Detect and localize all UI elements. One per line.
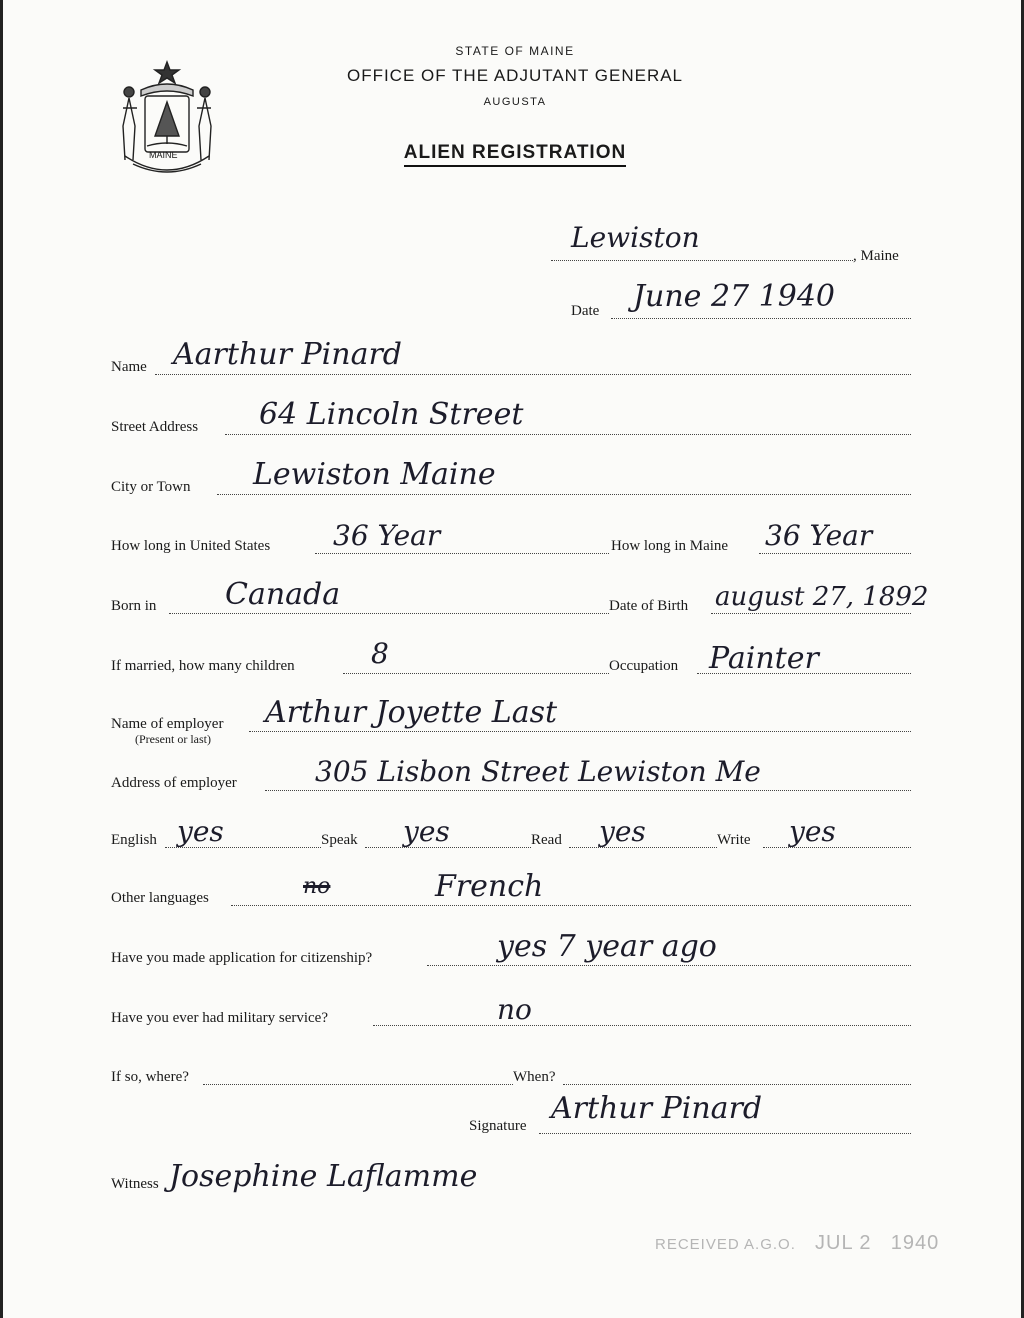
military-value: no (497, 993, 532, 1026)
occupation-label: Occupation (609, 658, 679, 674)
signature-value: Arthur Pinard (551, 1091, 763, 1126)
date-label: Date (571, 303, 600, 319)
employer-label: Name of employer (111, 716, 224, 732)
speak-label: Speak (321, 832, 358, 848)
citizenship-label: Have you made application for citizenship? (111, 950, 373, 966)
when-line (563, 1084, 911, 1085)
name-value: Aarthur Pinard (173, 337, 402, 372)
read-label: Read (531, 832, 562, 848)
witness-value: Josephine Laflamme (169, 1159, 478, 1194)
city-label: City or Town (111, 479, 191, 495)
employer-address-value: 305 Lisbon Street Lewiston Me (315, 755, 761, 788)
header-office: OFFICE OF THE ADJUTANT GENERAL (346, 66, 684, 85)
write-value: yes (789, 815, 836, 848)
born-in-value: Canada (225, 577, 341, 612)
received-stamp (655, 1232, 939, 1255)
header-state: STATE OF MAINE (455, 44, 575, 58)
citizenship-value: yes 7 year ago (497, 929, 717, 964)
header-city: AUGUSTA (483, 96, 547, 108)
form-title (3, 142, 1024, 164)
other-languages-label: Other languages (111, 890, 209, 906)
stamp-date: JUL 2 (815, 1232, 872, 1254)
date-value: June 27 1940 (633, 279, 836, 314)
town-value: Lewiston (571, 221, 700, 254)
employer-address-label: Address of employer (111, 775, 237, 791)
witness-label: Witness (111, 1176, 159, 1192)
how-long-us-value: 36 Year (333, 519, 441, 552)
children-line (343, 673, 609, 674)
write-label: Write (717, 832, 751, 848)
town-line (551, 260, 853, 261)
signature-label: Signature (469, 1118, 527, 1134)
military-line (373, 1025, 911, 1026)
children-label: If married, how many children (111, 658, 295, 674)
employer-sublabel: (Present or last) (135, 732, 211, 746)
stamp-year: 1940 (890, 1232, 940, 1254)
other-languages-struck-value: no (303, 874, 331, 899)
seal-label: MAINE (149, 150, 178, 160)
how-long-maine-line (759, 553, 911, 554)
street-line (225, 434, 911, 435)
state-label: , Maine (853, 248, 899, 264)
english-label: English (111, 832, 157, 848)
english-value: yes (177, 815, 224, 848)
employer-address-line (265, 790, 911, 791)
military-label: Have you ever had military service? (111, 1010, 328, 1026)
other-languages-line (231, 905, 911, 906)
street-label: Street Address (111, 419, 199, 435)
write-line (763, 847, 911, 848)
street-value: 64 Lincoln Street (259, 397, 524, 432)
how-long-maine-value: 36 Year (765, 519, 873, 552)
born-in-line (169, 613, 609, 614)
how-long-us-label: How long in United States (111, 538, 271, 554)
employer-value: Arthur Joyette Last (265, 695, 558, 730)
read-value: yes (599, 815, 646, 848)
dob-value: august 27, 1892 (715, 582, 929, 612)
dob-line (711, 613, 911, 614)
city-value: Lewiston Maine (253, 457, 496, 492)
signature-line (539, 1133, 911, 1134)
occupation-value: Painter (709, 641, 819, 676)
how-long-us-line (315, 553, 609, 554)
stamp-text: RECEIVED A.G.O. (655, 1236, 796, 1253)
city-line (217, 494, 911, 495)
how-long-maine-label: How long in Maine (611, 538, 729, 554)
dob-label: Date of Birth (609, 598, 689, 614)
where-line (203, 1084, 513, 1085)
other-languages-value: French (435, 869, 544, 904)
speak-value: yes (403, 815, 450, 848)
when-label: When? (513, 1069, 556, 1085)
name-line (155, 374, 911, 375)
name-label: Name (111, 359, 147, 375)
citizenship-line (427, 965, 911, 966)
children-value: 8 (371, 637, 389, 670)
employer-line (249, 731, 911, 732)
date-line (611, 318, 911, 319)
form-title-text: ALIEN REGISTRATION (404, 142, 626, 167)
where-label: If so, where? (111, 1069, 189, 1085)
born-in-label: Born in (111, 598, 157, 614)
